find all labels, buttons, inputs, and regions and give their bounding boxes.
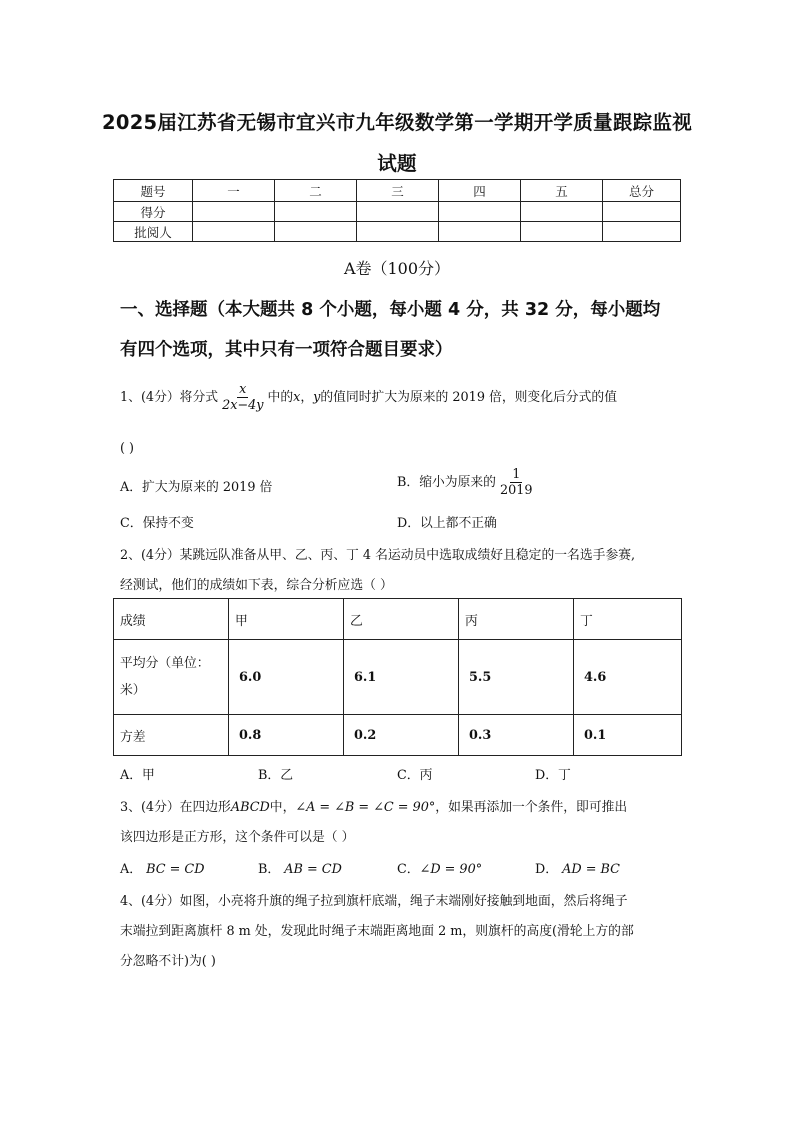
section-heading-line-1: 一、选择题（本大题共 8 个小题，每小题 4 分，共 32 分，每小题均 xyxy=(120,300,661,320)
q1-option-b-numerator: 1 xyxy=(512,467,521,482)
exam-title-line-1: 2025届江苏省无锡市宜兴市九年级数学第一学期开学质量跟踪监视 xyxy=(101,111,693,134)
score-table-row xyxy=(114,202,681,222)
q3-option-d[interactable] xyxy=(535,858,620,877)
score-input-cell[interactable] xyxy=(521,202,603,222)
q3-option-b-math: AB = CD xyxy=(284,862,342,877)
q1-var-x: x xyxy=(293,390,301,405)
variance-value-cell: 0.1 xyxy=(574,715,682,756)
q1-option-b-fraction xyxy=(498,467,535,498)
score-header-cell: 一 xyxy=(193,180,275,202)
score-input-cell[interactable] xyxy=(439,222,521,242)
question-4-stem-line-1: 4、(4分）如图，小亮将升旗的绳子拉到旗杆底端，绳子末端刚好接触到地面，然后将绳子 xyxy=(120,894,628,909)
q3-prefix: 3、(4分）在四边形 xyxy=(120,800,231,815)
score-table-row xyxy=(114,222,681,242)
q1-option-b-label: B．缩小为原来的 xyxy=(397,475,496,490)
q1-option-a[interactable]: A．扩大为原来的 2019 倍 xyxy=(120,480,273,495)
q3-option-b[interactable] xyxy=(258,858,342,877)
athlete-table-variance-row xyxy=(114,715,682,756)
q3-option-c-math: ∠D = 90° xyxy=(419,862,483,877)
score-input-cell[interactable] xyxy=(193,202,275,222)
score-row-label: 批阅人 xyxy=(114,222,193,242)
athlete-table-header-row xyxy=(114,599,682,640)
q1-prefix: 1、(4分）将分式 xyxy=(120,390,219,405)
q1-fraction-numerator: x xyxy=(239,382,247,397)
q3-option-b-label: B． xyxy=(258,862,281,877)
variance-value-cell: 0.3 xyxy=(459,715,574,756)
score-input-cell[interactable] xyxy=(275,202,357,222)
volume-heading: A卷（100分） xyxy=(343,259,451,278)
mean-value-cell: 6.0 xyxy=(229,640,344,715)
score-input-cell[interactable] xyxy=(193,222,275,242)
mean-value-cell: 5.5 xyxy=(459,640,574,715)
score-input-cell[interactable] xyxy=(603,222,681,242)
q2-option-c[interactable]: C．丙 xyxy=(397,768,433,783)
q3-angle-condition: ∠A = ∠B = ∠C = 90° xyxy=(295,800,436,815)
score-input-cell[interactable] xyxy=(275,222,357,242)
q2-option-d[interactable]: D．丁 xyxy=(535,768,571,783)
question-2-stem-line-1: 2、(4分）某跳远队准备从甲、乙、丙、丁 4 名运动员中选取成绩好且稳定的一名选手参赛, xyxy=(120,548,636,563)
question-2-stem-line-2: 经测试，他们的成绩如下表，综合分析应选（ ） xyxy=(120,578,393,593)
mean-value-cell: 6.1 xyxy=(344,640,459,715)
question-4-stem-line-2: 末端拉到距离旗杆 8 m 处，发现此时绳子末端距离地面 2 m，则旗杆的高度(滑轮上方的部 xyxy=(120,924,634,939)
mean-row-label-line-1: 平均分（单位： xyxy=(120,656,210,671)
q1-suffix-2: 的值同时扩大为原来的 2019 倍，则变化后分式的值 xyxy=(320,390,617,405)
variance-value-cell: 0.2 xyxy=(344,715,459,756)
q3-suffix: ，如果再添加一个条件，即可推出 xyxy=(435,800,628,815)
q3-option-d-math: AD = BC xyxy=(562,862,620,877)
q1-fraction-denominator: 2x−4y xyxy=(222,398,264,413)
athlete-table-header-cell: 丙 xyxy=(459,599,574,640)
q1-option-b-denominator: 2019 xyxy=(499,483,533,498)
score-table-header-row xyxy=(114,180,681,202)
q3-option-c[interactable] xyxy=(397,858,482,877)
q3-option-a-math: BC = CD xyxy=(146,862,205,877)
variance-value-cell: 0.8 xyxy=(229,715,344,756)
q2-option-a[interactable]: A．甲 xyxy=(120,768,155,783)
q1-option-b[interactable] xyxy=(397,467,537,498)
question-4-stem-line-3: 分忽略不计)为( ) xyxy=(120,954,216,969)
q3-shape-name: ABCD xyxy=(230,800,270,815)
mean-value-cell: 4.6 xyxy=(574,640,682,715)
q3-middle: 中， xyxy=(269,800,296,815)
score-table xyxy=(113,179,681,242)
score-header-cell: 三 xyxy=(357,180,439,202)
q1-suffix: 中的 xyxy=(267,390,294,405)
q1-answer-bracket: ( ) xyxy=(120,441,135,456)
mean-row-label xyxy=(114,640,229,715)
q3-option-a[interactable] xyxy=(120,858,204,877)
score-input-cell[interactable] xyxy=(357,202,439,222)
q1-option-d[interactable]: D．以上都不正确 xyxy=(397,516,497,531)
question-3-stem-line-1 xyxy=(120,796,627,815)
q2-option-b[interactable]: B．乙 xyxy=(258,768,293,783)
score-header-cell: 五 xyxy=(521,180,603,202)
score-row-label: 得分 xyxy=(114,202,193,222)
q1-var-y: y xyxy=(313,390,321,405)
score-input-cell[interactable] xyxy=(521,222,603,242)
q1-option-c[interactable]: C．保持不变 xyxy=(120,516,194,531)
athlete-score-table xyxy=(113,598,682,756)
score-input-cell[interactable] xyxy=(603,202,681,222)
question-1-stem xyxy=(120,382,617,413)
q1-comma: ， xyxy=(300,390,314,405)
score-input-cell[interactable] xyxy=(357,222,439,242)
athlete-table-header-cell: 丁 xyxy=(574,599,682,640)
score-header-cell: 二 xyxy=(275,180,357,202)
question-3-stem-line-2: 该四边形是正方形，这个条件可以是（ ） xyxy=(120,830,355,845)
q3-option-a-label: A． xyxy=(120,862,143,877)
mean-row-label-line-2: 米） xyxy=(120,683,146,698)
athlete-table-mean-row xyxy=(114,640,682,715)
score-input-cell[interactable] xyxy=(439,202,521,222)
section-heading-line-2: 有四个选项，其中只有一项符合题目要求） xyxy=(120,340,453,360)
score-header-cell: 题号 xyxy=(114,180,193,202)
score-header-cell: 四 xyxy=(439,180,521,202)
variance-row-label: 方差 xyxy=(114,715,229,756)
q3-option-d-label: D． xyxy=(535,862,559,877)
athlete-table-header-cell: 甲 xyxy=(229,599,344,640)
q1-fraction xyxy=(220,382,265,413)
athlete-table-header-cell: 乙 xyxy=(344,599,459,640)
score-header-cell: 总分 xyxy=(603,180,681,202)
exam-title-line-2: 试题 xyxy=(377,152,417,175)
athlete-table-header-cell: 成绩 xyxy=(114,599,229,640)
q3-option-c-label: C． xyxy=(397,862,420,877)
